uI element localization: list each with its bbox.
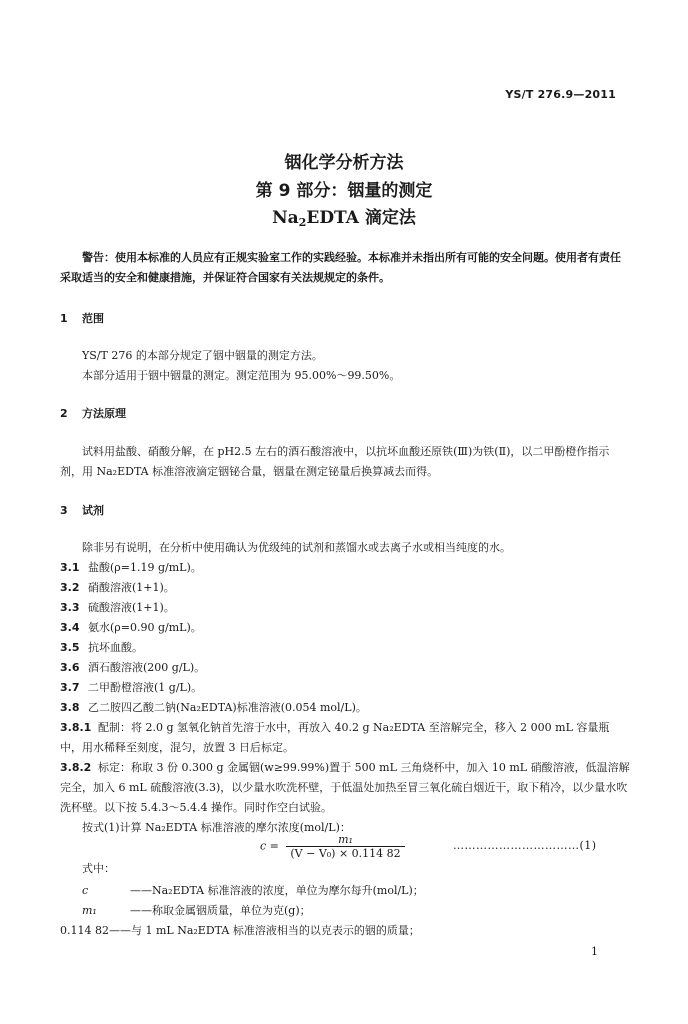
item-number: 3.8.2 [60,761,92,774]
section-2-paragraph: 试料用盐酸、硝酸分解，在 pH2.5 左右的酒石酸溶液中，以抗坏血酸还原铁(Ⅲ)为铁(Ⅱ)，以二甲酚橙作指示剂，用 Na₂EDTA 标准溶液滴定铟铋合量，铟量在测定铋量后换算减去而得。 [60,445,610,478]
item-number: 3.8 [60,701,80,714]
section-3-heading [60,502,104,518]
item-text: 乙二胺四乙酸二钠(Na₂EDTA)标准溶液(0.054 mol/L)。 [88,701,367,714]
formula-fraction [286,833,404,860]
item-number: 3.1 [60,561,80,574]
item-text: 硫酸溶液(1+1)。 [88,601,175,614]
section-title: 方法原理 [82,407,126,420]
variable-definition [60,922,420,938]
section-title: 试剂 [82,504,104,517]
section-3-intro: 除非另有说明，在分析中使用确认为优级纯的试剂和蒸馏水或去离子水或相当纯度的水。 [82,541,511,554]
formula [260,833,405,860]
list-item [60,658,630,678]
item-number: 3.6 [60,661,80,674]
item-text: 酒石酸溶液(200 g/L)。 [88,661,206,674]
item-text: 盐酸(ρ=1.19 g/mL)。 [88,561,202,574]
item-text: 硝酸溶液(1+1)。 [88,581,175,594]
variable-description: ——Na₂EDTA 标准溶液的浓度，单位为摩尔每升(mol/L)； [130,884,424,897]
section-1-paragraph-1: YS/T 276 的本部分规定了铟中铟量的测定方法。 [82,349,323,362]
item-text: 配制：将 2.0 g 氢氧化钠首先溶于水中，再放入 40.2 g Na₂EDTA 至溶解完全，移入 2 000 mL 容量瓶中，用水稀释至刻度，混匀，放置 3 日后标定。 [60,721,610,754]
list-item-3-8-2 [60,758,630,818]
document-title-line-1: 铟化学分析方法 [284,153,404,173]
list-item [60,618,630,638]
item-text: 氨水(ρ=0.90 g/mL)。 [88,621,202,634]
equation-number: ……………………………(1) [453,839,597,852]
section-1-heading [60,310,104,326]
section-1-paragraph-2: 本部分适用于铟中铟量的测定。测定范围为 95.00%～99.50%。 [82,369,401,382]
standard-number: YS/T 276.9—2011 [505,88,616,101]
formula-numerator: m₁ [286,833,404,847]
item-number: 3.2 [60,581,80,594]
document-title-line-2: 第 9 部分：铟量的测定 [255,181,433,201]
section-number: 1 [60,312,68,325]
where-label: 式中： [82,862,115,875]
item-number: 3.3 [60,601,80,614]
list-item [60,698,630,718]
variable-definition [82,902,311,918]
variable-description: ——称取金属铟质量，单位为克(g)； [130,904,311,917]
formula-denominator: (V − V₀) × 0.114 82 [290,847,401,860]
variable-symbol: c [82,884,89,897]
item-number: 3.4 [60,621,80,634]
item-number: 3.8.1 [60,721,92,734]
section-number: 3 [60,504,68,517]
list-item-3-8-1 [60,718,630,758]
item-number: 3.5 [60,641,80,654]
section-2-heading [60,405,126,421]
list-item [60,638,630,658]
list-item [60,578,630,598]
item-number: 3.7 [60,681,80,694]
formula-lhs: c = [260,839,279,853]
list-item [60,558,630,578]
section-title: 范围 [82,312,104,325]
page-number: 1 [591,945,598,958]
document-title-line-3: $Na_2EDTA$ 滴定法 [272,208,416,229]
variable-symbol: m₁ [82,904,97,917]
item-text: 标定：称取 3 份 0.300 g 金属铟(w≥99.99%)置于 500 mL 三角烧杯中，加入 10 mL 硝酸溶液，低温溶解完全，加入 6 mL 硫酸溶液(3.3)，以少量水吹洗杯壁，于低温处加热至冒三氧化硫白烟近干，取下稍冷，以少量水吹洗杯壁。以下按 5.4.3～5.4.4 操作。同时作空白试验。 [60,761,630,814]
variable-symbol: 0.114 82 [60,924,109,937]
safety-warning: 警告：使用本标准的人员应有正规实验室工作的实践经验。本标准并未指出所有可能的安全问题。使用者有责任采取适当的安全和健康措施，并保证符合国家有关法规规定的条件。 [60,251,621,284]
item-text: 抗坏血酸。 [88,641,143,654]
variable-description: ——与 1 mL Na₂EDTA 标准溶液相当的以克表示的铟的质量； [108,924,420,937]
section-number: 2 [60,407,68,420]
list-item [60,678,630,698]
list-item [60,598,630,618]
variable-definition [82,882,424,898]
formula-intro: 按式(1)计算 Na₂EDTA 标准溶液的摩尔浓度(mol/L)： [82,821,351,834]
item-text: 二甲酚橙溶液(1 g/L)。 [88,681,203,694]
